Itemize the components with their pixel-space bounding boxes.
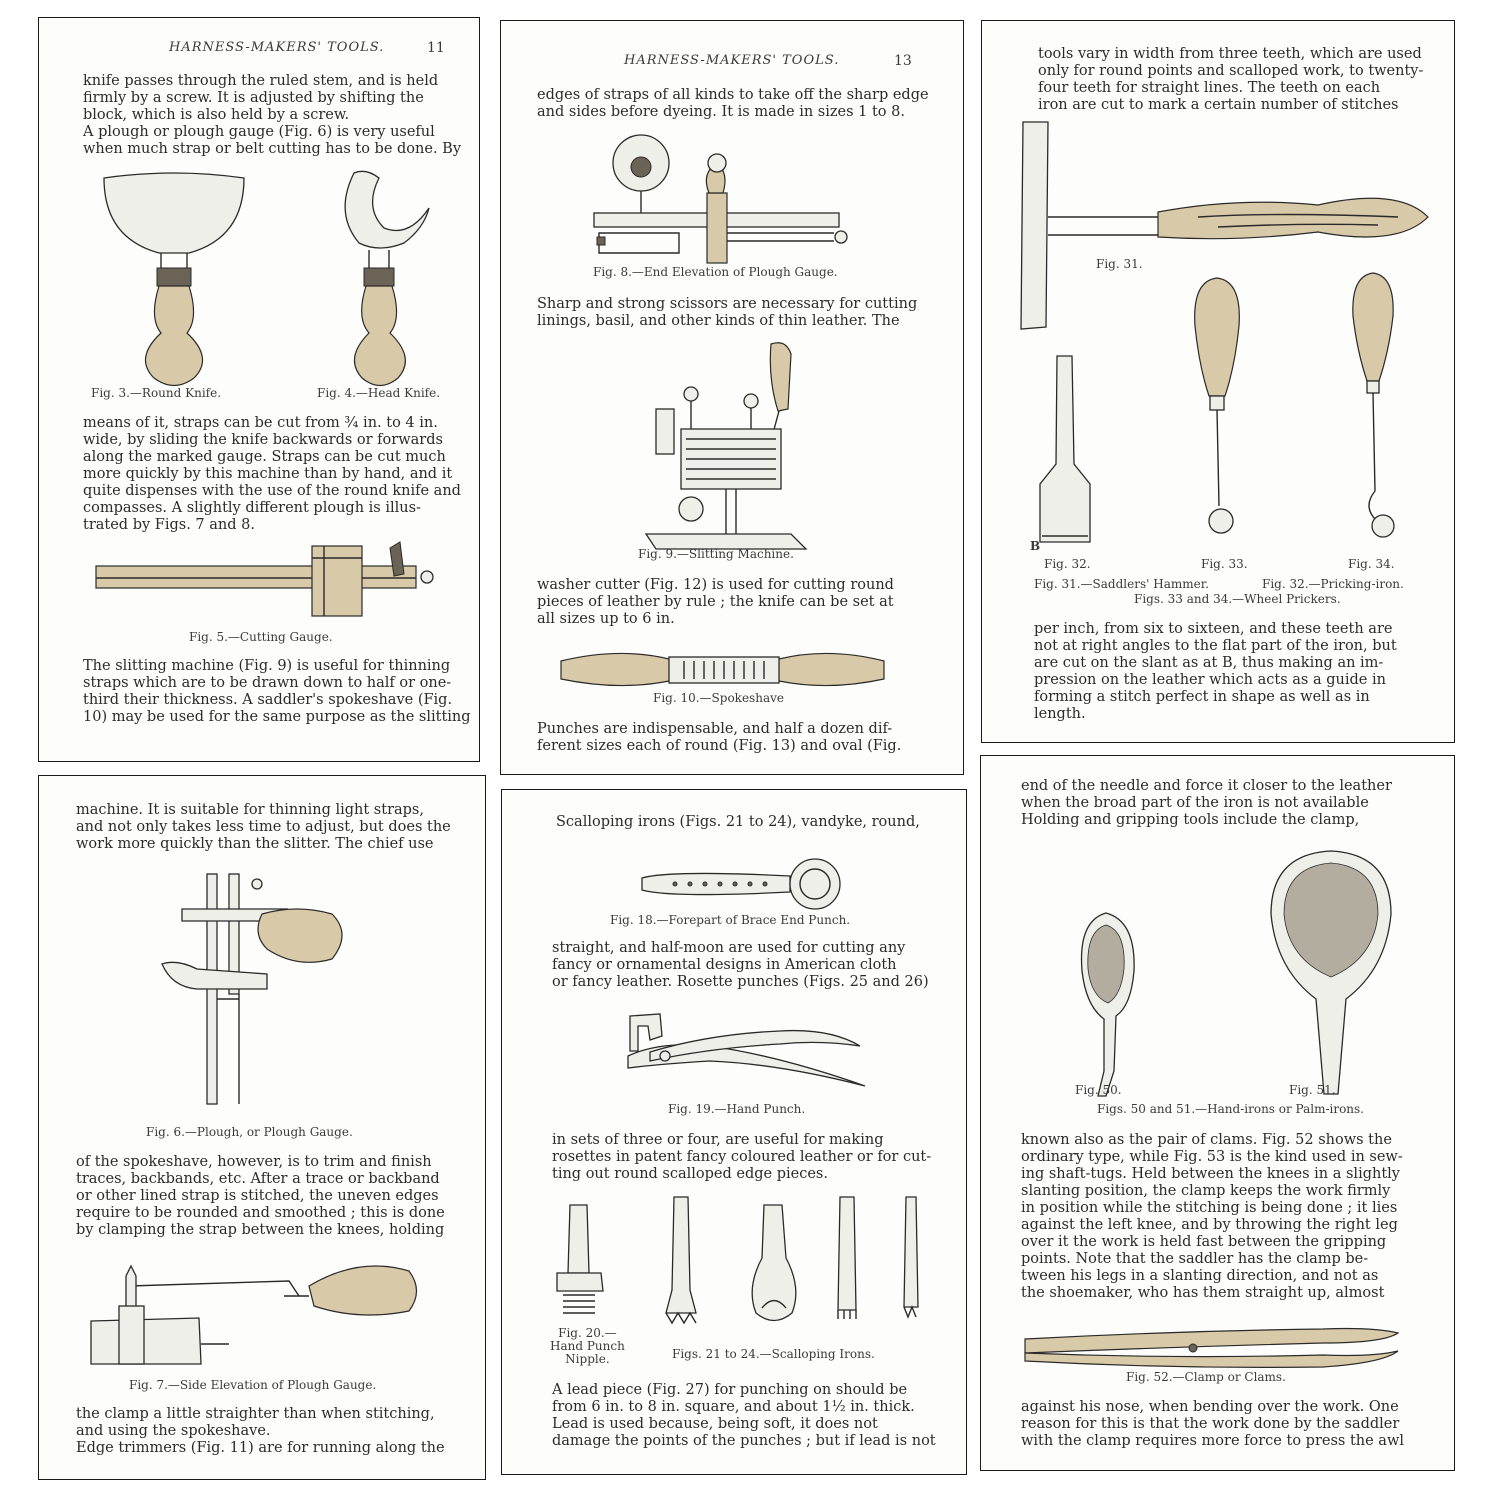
text-line: ferent sizes each of round (Fig. 13) and oval (Fig. bbox=[537, 738, 902, 754]
brace-end-punch-figure bbox=[640, 856, 850, 916]
plough-gauge-side-elevation-figure bbox=[89, 1246, 429, 1376]
text-block bbox=[83, 658, 471, 726]
figure-caption: Fig. 3.—Round Knife. bbox=[91, 386, 222, 400]
text-line: reason for this is that the work done by the saddler bbox=[1021, 1416, 1400, 1432]
text-line: points. Note that the saddler has the clamp be- bbox=[1021, 1251, 1369, 1267]
text-line: trated by Figs. 7 and 8. bbox=[83, 517, 255, 533]
text-line: and not only takes less time to adjust, but does the bbox=[76, 819, 451, 835]
text-line: forming a stitch perfect in shape as well as in bbox=[1034, 689, 1370, 705]
hand-iron-large-figure bbox=[1266, 849, 1396, 1099]
text-line: length. bbox=[1034, 706, 1086, 722]
text-line: per inch, from six to sixteen, and these teeth are bbox=[1034, 621, 1393, 637]
book-page-spokeshave bbox=[38, 775, 486, 1480]
text-block bbox=[537, 87, 929, 121]
book-page-punches bbox=[501, 789, 967, 1475]
text-block bbox=[76, 802, 451, 853]
text-line: machine. It is suitable for thinning light straps, bbox=[76, 802, 424, 818]
figure-label: Fig. 51. bbox=[1289, 1083, 1336, 1097]
text-line: wide, by sliding the knife backwards or forwards bbox=[83, 432, 443, 448]
text-line: all sizes up to 6 in. bbox=[537, 611, 675, 627]
text-block bbox=[1021, 1132, 1403, 1302]
text-line: and sides before dyeing. It is made in sizes 1 to 8. bbox=[537, 104, 905, 120]
text-line: in sets of three or four, are useful for making bbox=[552, 1132, 884, 1148]
text-line: A plough or plough gauge (Fig. 6) is very useful bbox=[83, 124, 435, 140]
book-page-11 bbox=[38, 17, 480, 762]
figure-caption: Fig. 5.—Cutting Gauge. bbox=[189, 630, 333, 644]
scalloping-iron-half-moon-figure bbox=[900, 1195, 924, 1325]
figure-caption: Fig. 18.—Forepart of Brace End Punch. bbox=[610, 913, 851, 927]
b-marker: B bbox=[1030, 539, 1041, 553]
text-line: end of the needle and force it closer to the leather bbox=[1021, 778, 1392, 794]
text-block bbox=[552, 1382, 936, 1450]
text-line: linings, basil, and other kinds of thin leather. The bbox=[537, 313, 900, 329]
text-line: known also as the pair of clams. Fig. 52 shows the bbox=[1021, 1132, 1392, 1148]
text-line: 10) may be used for the same purpose as the slitting bbox=[83, 709, 471, 725]
text-line: the shoemaker, who has them straight up, almost bbox=[1021, 1285, 1385, 1301]
text-line: Scalloping irons (Figs. 21 to 24), vandyke, round, bbox=[556, 814, 920, 830]
figure-caption: Fig. 9.—Slitting Machine. bbox=[638, 547, 794, 561]
text-block bbox=[76, 1154, 445, 1239]
text-line: knife passes through the ruled stem, and is held bbox=[83, 73, 439, 89]
round-knife-figure bbox=[99, 168, 249, 388]
hand-iron-small-figure bbox=[1076, 911, 1146, 1101]
figure-caption: Fig. 32.—Pricking-iron. bbox=[1262, 577, 1404, 591]
text-line: tools vary in width from three teeth, which are used bbox=[1038, 46, 1422, 62]
wheel-pricker-b-figure bbox=[1343, 271, 1403, 551]
text-line: Lead is used because, being soft, it does not bbox=[552, 1416, 878, 1432]
figure-caption: Fig. 4.—Head Knife. bbox=[317, 386, 441, 400]
figure-caption: Fig. 6.—Plough, or Plough Gauge. bbox=[146, 1125, 353, 1139]
spokeshave-figure bbox=[559, 639, 889, 699]
text-line: Holding and gripping tools include the clamp, bbox=[1021, 812, 1360, 828]
text-block bbox=[552, 940, 930, 991]
text-line: when much strap or belt cutting has to be done. By bbox=[83, 141, 462, 157]
text-line: and using the spokeshave. bbox=[76, 1423, 271, 1439]
plough-gauge-end-elevation-figure bbox=[589, 133, 859, 263]
page-number: 11 bbox=[427, 40, 445, 56]
scalloping-iron-round-figure bbox=[744, 1203, 804, 1333]
slitting-machine-figure bbox=[641, 339, 841, 549]
text-block bbox=[537, 577, 909, 628]
text-line: fancy or ornamental designs in American cloth bbox=[552, 957, 897, 973]
figure-caption: Fig. 52.—Clamp or Clams. bbox=[1126, 1370, 1286, 1384]
figure-label: Fig. 31. bbox=[1096, 257, 1143, 271]
figure-label: Fig. 34. bbox=[1348, 557, 1395, 571]
text-block bbox=[1034, 621, 1406, 723]
plough-gauge-figure bbox=[157, 869, 357, 1119]
text-line: when the broad part of the iron is not available bbox=[1021, 795, 1369, 811]
text-line: compasses. A slightly different plough is illus- bbox=[83, 500, 421, 516]
text-line: the clamp a little straighter than when stitching, bbox=[76, 1406, 435, 1422]
text-line: of the spokeshave, however, is to trim and finish bbox=[76, 1154, 432, 1170]
page-number: 13 bbox=[894, 53, 912, 69]
text-block bbox=[83, 415, 461, 534]
text-line: work more quickly than the slitter. The chief use bbox=[76, 836, 434, 852]
text-line: ting out round scalloped edge pieces. bbox=[552, 1166, 828, 1182]
figure-caption: Figs. 33 and 34.—Wheel Prickers. bbox=[1134, 592, 1341, 606]
book-page-clamps bbox=[980, 755, 1455, 1471]
book-page-13 bbox=[500, 20, 964, 775]
text-line: pieces of leather by rule ; the knife can be set at bbox=[537, 594, 894, 610]
text-line: by clamping the strap between the knees, holding bbox=[76, 1222, 445, 1238]
text-block bbox=[556, 814, 930, 831]
text-line: from 6 in. to 8 in. square, and about 1½ in. thick. bbox=[552, 1399, 915, 1415]
text-line: quite dispenses with the use of the round knife and bbox=[83, 483, 461, 499]
text-block bbox=[1021, 1399, 1404, 1450]
text-line: ing shaft-tugs. Held between the knees in a slightly bbox=[1021, 1166, 1400, 1182]
text-line: ordinary type, while Fig. 53 is the kind used in sew- bbox=[1021, 1149, 1403, 1165]
figure-caption: Fig. 19.—Hand Punch. bbox=[668, 1102, 806, 1116]
figure-caption: Fig. 8.—End Elevation of Plough Gauge. bbox=[593, 265, 838, 279]
text-block bbox=[1038, 46, 1424, 114]
text-line: pression on the leather which acts as a guide in bbox=[1034, 672, 1386, 688]
text-line: not at right angles to the flat part of the iron, but bbox=[1034, 638, 1397, 654]
running-header: HARNESS-MAKERS' TOOLS. bbox=[169, 40, 385, 55]
pricking-iron-figure bbox=[1032, 354, 1102, 549]
text-line: or fancy leather. Rosette punches (Figs. 25 and 26) bbox=[552, 974, 929, 990]
figure-caption: Fig. 20.— Hand Punch Nipple. bbox=[550, 1326, 625, 1366]
text-line: slanting position, the clamp keeps the work firmly bbox=[1021, 1183, 1391, 1199]
text-block bbox=[76, 1406, 445, 1457]
text-line: third their thickness. A saddler's spokeshave (Fig. bbox=[83, 692, 453, 708]
figure-caption: Figs. 50 and 51.—Hand-irons or Palm-irons. bbox=[1097, 1102, 1364, 1116]
figure-caption: Fig. 10.—Spokeshave bbox=[653, 691, 784, 705]
text-line: against his nose, when bending over the work. One bbox=[1021, 1399, 1399, 1415]
text-line: means of it, straps can be cut from ¾ in. to 4 in. bbox=[83, 415, 438, 431]
text-line: damage the points of the punches ; but if lead is not bbox=[552, 1433, 936, 1449]
scalloping-iron-straight-figure bbox=[832, 1195, 862, 1325]
text-line: rosettes in patent fancy coloured leather or for cut- bbox=[552, 1149, 932, 1165]
text-line: with the clamp requires more force to press the awl bbox=[1021, 1433, 1404, 1449]
figure-caption: Fig. 7.—Side Elevation of Plough Gauge. bbox=[129, 1378, 377, 1392]
text-line: more quickly by this machine than by hand, and it bbox=[83, 466, 453, 482]
text-line: four teeth for straight lines. The teeth on each bbox=[1038, 80, 1381, 96]
text-block bbox=[537, 721, 909, 755]
text-line: traces, backbands, etc. After a trace or backband bbox=[76, 1171, 440, 1187]
text-line: Sharp and strong scissors are necessary for cutting bbox=[537, 296, 918, 312]
text-block bbox=[537, 296, 918, 330]
text-line: washer cutter (Fig. 12) is used for cutting round bbox=[537, 577, 894, 593]
text-line: A lead piece (Fig. 27) for punching on should be bbox=[552, 1382, 908, 1398]
text-block bbox=[1021, 778, 1399, 829]
text-line: over it the work is held fast between the gripping bbox=[1021, 1234, 1387, 1250]
clamp-figure bbox=[1023, 1321, 1403, 1376]
text-block bbox=[83, 73, 462, 158]
figure-label: Fig. 32. bbox=[1044, 557, 1091, 571]
text-line: straight, and half-moon are used for cutting any bbox=[552, 940, 906, 956]
figure-label: Fig. 50. bbox=[1075, 1083, 1122, 1097]
text-line: only for round points and scalloped work, to twenty- bbox=[1038, 63, 1424, 79]
text-line: iron are cut to mark a certain number of stitches bbox=[1038, 97, 1399, 113]
text-line: or other lined strap is stitched, the uneven edges bbox=[76, 1188, 439, 1204]
figure-caption: Fig. 31.—Saddlers' Hammer. bbox=[1034, 577, 1209, 591]
cutting-gauge-figure bbox=[94, 538, 444, 628]
text-line: in position while the stitching is being done ; it lies bbox=[1021, 1200, 1398, 1216]
scalloping-iron-vandyke-figure bbox=[662, 1195, 702, 1335]
text-line: against the left knee, and by throwing the right leg bbox=[1021, 1217, 1398, 1233]
text-line: edges of straps of all kinds to take off the sharp edge bbox=[537, 87, 929, 103]
book-page-pricking-irons bbox=[981, 20, 1455, 743]
text-line: tween his legs in a slanting direction, and not as bbox=[1021, 1268, 1379, 1284]
wheel-pricker-a-figure bbox=[1187, 276, 1247, 551]
text-line: The slitting machine (Fig. 9) is useful for thinning bbox=[83, 658, 451, 674]
text-line: require to be rounded and smoothed ; this is done bbox=[76, 1205, 445, 1221]
text-line: straps which are to be drawn down to half or one- bbox=[83, 675, 452, 691]
hand-punch-figure bbox=[620, 1006, 870, 1096]
head-knife-figure bbox=[324, 168, 444, 388]
text-line: along the marked gauge. Straps can be cut much bbox=[83, 449, 446, 465]
text-line: Edge trimmers (Fig. 11) are for running along the bbox=[76, 1440, 445, 1456]
running-header: HARNESS-MAKERS' TOOLS. bbox=[624, 53, 840, 68]
figure-caption: Figs. 21 to 24.—Scalloping Irons. bbox=[672, 1347, 875, 1361]
figure-label: Fig. 33. bbox=[1201, 557, 1248, 571]
text-line: firmly by a screw. It is adjusted by shifting the bbox=[83, 90, 424, 106]
text-line: are cut on the slant as at B, thus making an im- bbox=[1034, 655, 1384, 671]
text-block bbox=[552, 1132, 930, 1183]
hand-punch-nipple-figure bbox=[555, 1203, 615, 1318]
text-line: Punches are indispensable, and half a dozen dif- bbox=[537, 721, 893, 737]
text-line: block, which is also held by a screw. bbox=[83, 107, 350, 123]
